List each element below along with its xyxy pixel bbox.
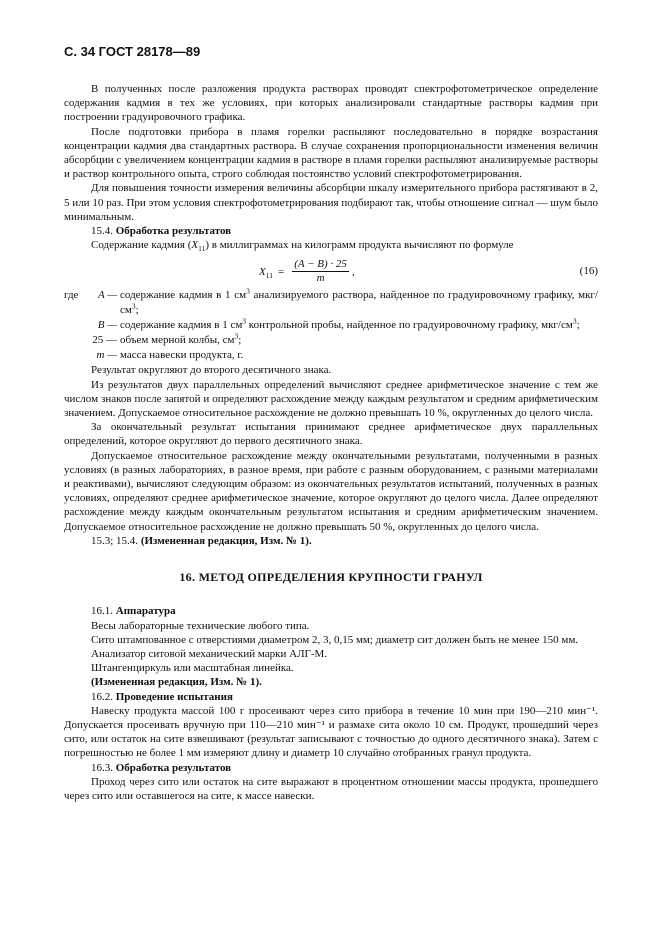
t: ;: [238, 334, 242, 347]
equipment-item: Весы лабораторные технические любого типа.: [91, 619, 310, 632]
def-text: [120, 288, 598, 316]
sup: 3: [242, 316, 247, 326]
section-number: 16.2.: [91, 690, 113, 703]
subsection-16-3-heading: [64, 761, 598, 775]
sup: 3: [131, 300, 136, 310]
amendment-note: (Измененная редакция, Изм. № 1).: [91, 676, 262, 689]
def-lead: [64, 333, 90, 347]
section-number: 16.3.: [91, 761, 113, 774]
paragraph-rounding: Результат округляют до второго десятичного знака.: [91, 364, 332, 377]
page-header: С. 34 ГОСТ 28178—89: [64, 44, 201, 59]
paragraph-spectro-1: В полученных после разложения продукта растворах проводят спектрофотометрическое определение содержания кадмия в тех же условиях, при которых анализировали стандартные растворы кадмия при построении градуировочного графика.: [64, 83, 598, 124]
subsection-16-2-heading: [64, 690, 598, 704]
paragraph-parallel: Из результатов двух параллельных определений вычисляют среднее арифметическое значение с тем же числом знаков после запятой и определяют расхождение между каждым результатом и средним арифметическим значением. Допускаемое относительное расхождение не должно превышать 10 %, округленных до целого числа.: [64, 378, 598, 420]
paragraph-spectro-2: После подготовки прибора в пламя горелки распыляют последовательно в порядке возрастания концентрации кадмия два стандартных раствора. В случае сохранения пропорциональности изменения величин абсорбции с увеличением концентрации кадмия в растворе в пламя горелки распыляют анализируемые растворы и раствор контрольного опыта, строго соблюдая постоянство условий спектрофотометрирования.: [64, 125, 598, 181]
def-lead: где: [64, 289, 79, 302]
sup: 3: [234, 331, 239, 341]
paragraph-final-result: За окончательный результат испытания принимают среднее арифметическое двух параллельных определений, которое округляют до первого десятичного знака.: [64, 421, 598, 448]
def-text: [120, 318, 598, 332]
fraction: [292, 258, 349, 285]
def-symbol: A —: [97, 289, 117, 302]
def-text: [120, 333, 598, 347]
t: анализируемого раствора, найденное по градуировочному графику, мкг/см: [120, 289, 598, 316]
paragraph-results: Проход через сито или остаток на сите выражают в процентном отношении массы продукта, прошедшего через сито или оставшегося на сите, к массе навески.: [64, 775, 598, 802]
formula-number: (16): [579, 265, 598, 278]
lhs-var: X: [259, 265, 266, 278]
amendment-note: [64, 534, 598, 548]
subsection-16-1-heading: [64, 604, 598, 618]
text: Содержание кадмия (: [91, 239, 192, 252]
t: (Измененная редакция, Изм. № 1).: [140, 534, 312, 547]
t: содержание кадмия в 1 см: [120, 318, 243, 331]
text: ) в миллиграммах на килограмм продукта вычисляют по формуле: [205, 239, 514, 252]
def-symbol: 25 —: [92, 334, 117, 347]
section-title: Проведение испытания: [115, 690, 233, 703]
equipment-item: Анализатор ситовой механический марки АЛГ-М.: [91, 647, 328, 660]
t: 15.3; 15.4.: [91, 534, 141, 547]
t: контрольной пробы, найденное по градуировочному графику, мкг/см: [246, 318, 573, 331]
section-title: Обработка результатов: [115, 225, 232, 238]
lhs-sub: 11: [265, 271, 273, 281]
def-symbol: m —: [96, 349, 117, 362]
paragraph-sieving: Навеску продукта массой 100 г просеивают через сито прибора в течение 10 мин при 190—210 мин⁻¹. Допускается просеивать вручную при 110—210 мин⁻¹ и размахе сита около 10 см. Продукт, прошедший через сито, или остаток на сите взвешивают (результат записывают с точностью до одного десятичного знака). Затем с погрешностью не более 1 мм измеряют длину и диаметр 10 случайно отобранных гранул продукта.: [64, 704, 598, 760]
formula-lhs: [259, 265, 273, 279]
formula-comma: ,: [351, 265, 355, 278]
section-number: 15.4.: [91, 225, 113, 238]
section-title: Аппаратура: [115, 605, 176, 618]
equipment-item: Штангенциркуль или масштабная линейка.: [91, 662, 294, 675]
t: содержание кадмия в 1 см: [120, 289, 247, 302]
def-text: масса навески продукта, г.: [120, 349, 244, 362]
sup: 3: [246, 286, 250, 296]
t: ;: [135, 303, 139, 316]
sup: 3: [572, 316, 577, 326]
formula-expression: [259, 258, 355, 285]
section-number: 16.1.: [91, 605, 113, 618]
subsection-15-4-heading: [64, 224, 598, 238]
section-title: Обработка результатов: [115, 761, 232, 774]
section-16-title: 16. МЕТОД ОПРЕДЕЛЕНИЯ КРУПНОСТИ ГРАНУЛ: [179, 570, 483, 585]
def-symbol: B —: [97, 318, 117, 331]
equipment-item: Сито штампованное с отверстиями диаметром 2, 3, 0,15 мм; диаметр сит должен быть не менее 150 мм.: [91, 633, 579, 646]
formula-16: [64, 256, 598, 286]
formula-intro: [64, 238, 598, 252]
equals-sign: =: [277, 265, 285, 278]
t: ;: [576, 318, 580, 331]
definitions-list: [64, 288, 598, 362]
paragraph-tolerance: Допускаемое относительное расхождение между окончательными результатами, полученными в разных условиях (в разных лабораториях, в разное время, при работе с разным оборудованием, с разными материалами и реактивами), вычисляют следующим образом: из окончательных результатов испытаний, полученных в разных условиях, определяют среднее арифметическое значение, которое округляют до целого числа. Далее определяют расхождение между каждым окончательным результатом испытания и средним арифметическим значением. Допускаемое относительное расхождение не должно превышать 50 %, округленных до целого числа.: [64, 449, 598, 533]
def-lead: [64, 318, 90, 332]
numerator: (A − B) · 25: [294, 258, 347, 271]
variable: X: [191, 239, 199, 252]
paragraph-spectro-3: Для повышения точности измерения величины абсорбции шкалу измерительного прибора растягивают в 2, 5 или 10 раз. При этом условия спектрофотометрирования подбирают так, чтобы отношение сигнал — шум было минимальным.: [64, 182, 598, 223]
def-lead: [64, 348, 90, 362]
t: объем мерной колбы, см: [120, 334, 235, 347]
page-body: [64, 82, 598, 803]
subscript: 11: [198, 244, 206, 254]
denominator: m: [316, 272, 325, 285]
